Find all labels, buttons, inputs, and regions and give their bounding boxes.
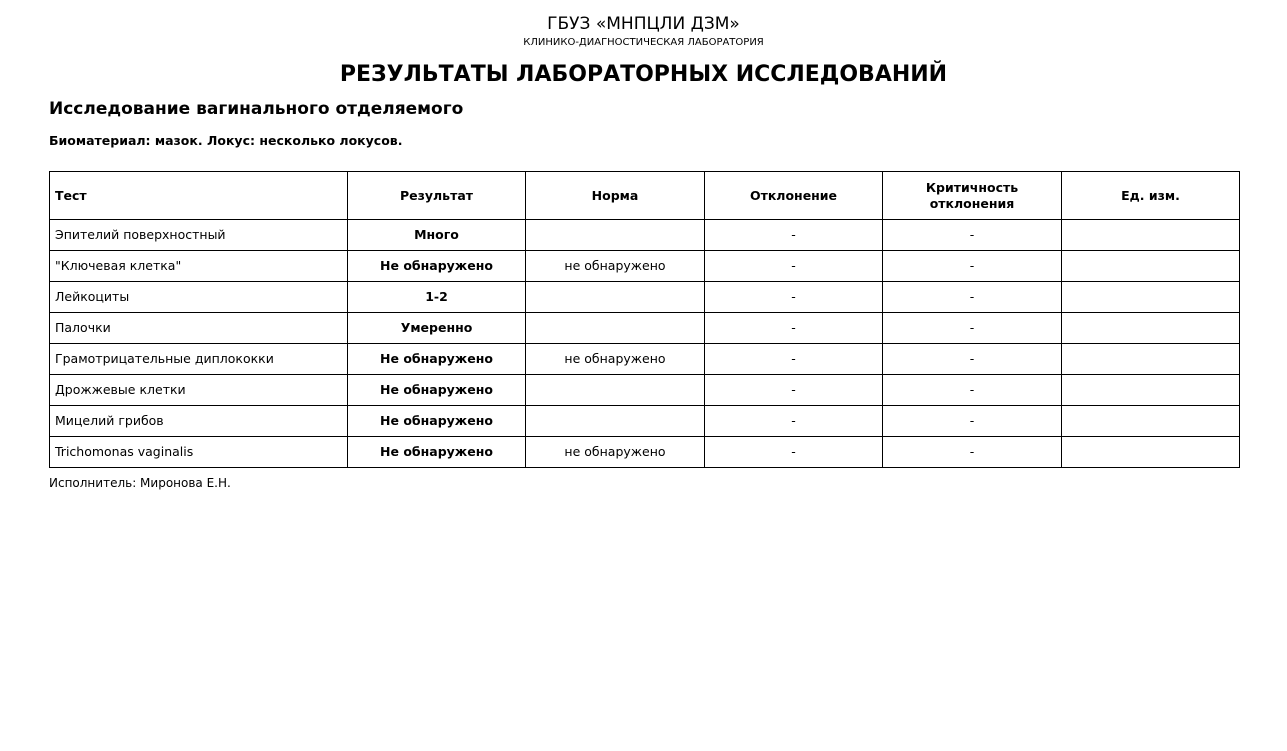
cell-test: Палочки	[50, 313, 348, 344]
cell-result: 1-2	[348, 282, 526, 313]
cell-unit	[1062, 251, 1240, 282]
cell-test: Лейкоциты	[50, 282, 348, 313]
cell-criticality: -	[883, 282, 1062, 313]
header-unit: Ед. изм.	[1062, 172, 1240, 220]
cell-unit	[1062, 375, 1240, 406]
cell-norm: не обнаружено	[526, 437, 705, 468]
header-deviation: Отклонение	[705, 172, 883, 220]
cell-deviation: -	[705, 282, 883, 313]
cell-test: Мицелий грибов	[50, 406, 348, 437]
table-row	[50, 375, 1240, 406]
cell-deviation: -	[705, 313, 883, 344]
cell-result: Не обнаружено	[348, 437, 526, 468]
cell-deviation: -	[705, 406, 883, 437]
organization-subtitle: КЛИНИКО-ДИАГНОСТИЧЕСКАЯ ЛАБОРАТОРИЯ	[523, 37, 764, 48]
cell-unit	[1062, 220, 1240, 251]
organization-name: ГБУЗ «МНПЦЛИ ДЗМ»	[547, 14, 740, 34]
table-header-row	[50, 172, 1240, 220]
cell-test: Дрожжевые клетки	[50, 375, 348, 406]
cell-criticality: -	[883, 220, 1062, 251]
table-row	[50, 251, 1240, 282]
cell-norm	[526, 313, 705, 344]
cell-result: Много	[348, 220, 526, 251]
cell-result: Не обнаружено	[348, 375, 526, 406]
cell-result: Не обнаружено	[348, 344, 526, 375]
table-row	[50, 406, 1240, 437]
cell-unit	[1062, 282, 1240, 313]
table-row	[50, 344, 1240, 375]
cell-result: Не обнаружено	[348, 251, 526, 282]
study-title: Исследование вагинального отделяемого	[49, 99, 464, 119]
cell-norm	[526, 375, 705, 406]
cell-norm: не обнаружено	[526, 344, 705, 375]
cell-deviation: -	[705, 220, 883, 251]
table-row	[50, 313, 1240, 344]
cell-unit	[1062, 313, 1240, 344]
cell-criticality: -	[883, 406, 1062, 437]
cell-criticality: -	[883, 437, 1062, 468]
cell-result: Не обнаружено	[348, 406, 526, 437]
cell-unit	[1062, 406, 1240, 437]
table-row	[50, 282, 1240, 313]
header-test: Тест	[50, 172, 348, 220]
cell-unit	[1062, 344, 1240, 375]
header-criticality-line1: Критичность	[925, 179, 1019, 195]
biomaterial-info: Биоматериал: мазок. Локус: несколько локусов.	[49, 133, 403, 148]
performer-info: Исполнитель: Миронова Е.Н.	[49, 476, 231, 490]
table-row	[50, 437, 1240, 468]
cell-result: Умеренно	[348, 313, 526, 344]
cell-test: "Ключевая клетка"	[50, 251, 348, 282]
cell-deviation: -	[705, 437, 883, 468]
header-norm: Норма	[526, 172, 705, 220]
table-row	[50, 220, 1240, 251]
cell-criticality: -	[883, 375, 1062, 406]
header-criticality	[883, 172, 1062, 220]
cell-criticality: -	[883, 313, 1062, 344]
cell-norm	[526, 282, 705, 313]
report-title: РЕЗУЛЬТАТЫ ЛАБОРАТОРНЫХ ИССЛЕДОВАНИЙ	[339, 62, 948, 87]
results-table	[49, 171, 1240, 468]
cell-criticality: -	[883, 251, 1062, 282]
cell-test: Грамотрицательные диплококки	[50, 344, 348, 375]
header-result: Результат	[348, 172, 526, 220]
cell-deviation: -	[705, 344, 883, 375]
cell-norm: не обнаружено	[526, 251, 705, 282]
cell-test: Эпителий поверхностный	[50, 220, 348, 251]
cell-norm	[526, 220, 705, 251]
cell-unit	[1062, 437, 1240, 468]
cell-norm	[526, 406, 705, 437]
header-criticality-line2: отклонения	[929, 195, 1015, 211]
cell-test: Trichomonas vaginalis	[50, 437, 348, 468]
cell-criticality: -	[883, 344, 1062, 375]
cell-deviation: -	[705, 375, 883, 406]
cell-deviation: -	[705, 251, 883, 282]
